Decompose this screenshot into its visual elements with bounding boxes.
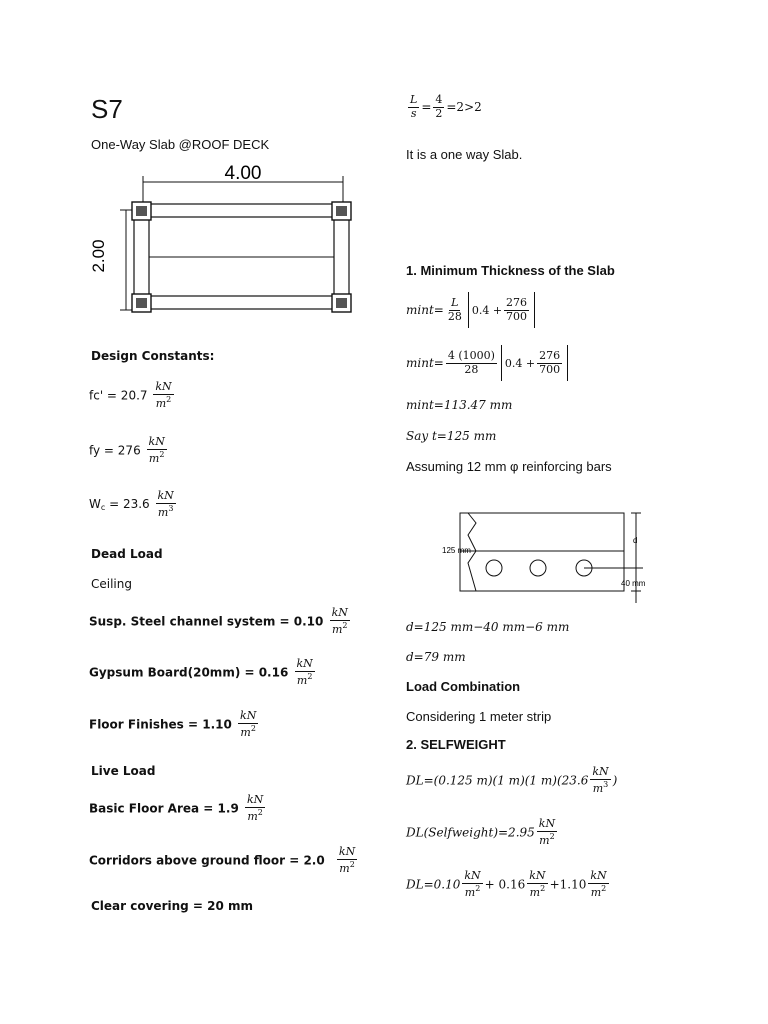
dl-equation-1: DL=(0.125 m)(1 m)(1 m)(23.6 $\frac{kN}{m^3}$ ) xyxy=(406,765,618,795)
susp-line: Susp. Steel channel system = 0.10 $\frac{kN}{m^2}$ xyxy=(89,606,348,636)
thickness-label: 125 mm xyxy=(442,546,471,555)
heading-min-thickness: 1. Minimum Thickness of the Slab xyxy=(406,263,615,278)
subtitle: One-Way Slab @ROOF DECK xyxy=(91,137,270,152)
design-constants-heading: Design Constants: xyxy=(91,349,215,363)
mint-result: mint=113.47 mm xyxy=(406,398,513,412)
heading-selfweight: 2. SELFWEIGHT xyxy=(406,737,506,752)
d-equation-2: d=79 mm xyxy=(406,650,466,664)
strip-statement: Considering 1 meter strip xyxy=(406,709,552,724)
ratio-equation: $\frac{L}{s}$ = $\frac{4}{2}$ =2>2 xyxy=(410,93,482,120)
dl-equation-3: DL=0.10 $\frac{kN}{m^2}$ + 0.16 $\frac{kN}{m^2}$ +1.10 $\frac{kN}{m^2}$ xyxy=(406,869,607,899)
basic-floor-line: Basic Floor Area = 1.9 $\frac{kN}{m^2}$ xyxy=(89,793,264,823)
live-load-heading: Live Load xyxy=(91,764,156,778)
one-way-statement: It is a one way Slab. xyxy=(406,147,523,162)
column-bl-core xyxy=(136,298,147,308)
clear-cover-line: Clear covering = 20 mm xyxy=(91,899,254,913)
wc-line: Wc = 23.6 $\frac{kN}{m^3}$ xyxy=(89,489,174,519)
column-br-core xyxy=(336,298,347,308)
page-title: S7 xyxy=(91,94,123,124)
dead-load-heading: Dead Load xyxy=(91,547,163,561)
bottom-beam xyxy=(142,296,342,309)
fc-line: fc' = 20.7 $\frac{kN}{m^2}$ xyxy=(89,380,172,410)
d-equation-1: d=125 mm−40 mm−6 mm xyxy=(406,620,570,634)
ceiling-label: Ceiling xyxy=(91,577,132,591)
width-label: 2.00 xyxy=(89,239,108,273)
say-thickness: Say t=125 mm xyxy=(406,429,497,443)
slab-plan-diagram xyxy=(84,160,374,330)
mint-equation-1: mint= $\frac{L}{28}$ 0.4 + $\frac{276}{700}$ xyxy=(406,292,537,328)
gypsum-line: Gypsum Board(20mm) = 0.16 $\frac{kN}{m^2}$ xyxy=(89,657,313,687)
load-combination-heading: Load Combination xyxy=(406,679,521,694)
slab-section-diagram xyxy=(438,505,658,607)
length-label: 4.00 xyxy=(224,163,262,184)
cover-label: 40 mm xyxy=(621,579,646,588)
mint-equation-2: mint= $\frac{4 (1000)}{28}$ 0.4 + $\frac{276}{700}$ xyxy=(406,345,570,381)
column-tr-core xyxy=(336,206,347,216)
fy-line: fy = 276 $\frac{kN}{m^2}$ xyxy=(89,435,165,465)
assumption-bars: Assuming 12 mm φ reinforcing bars xyxy=(406,459,612,474)
top-beam xyxy=(142,204,342,217)
corridors-line: Corridors above ground floor = 2.0 $\frac{kN}{m^2}$ xyxy=(89,845,356,875)
dl-equation-2: DL(Selfweight)=2.95 $\frac{kN}{m^2}$ xyxy=(406,817,556,847)
column-tl-core xyxy=(136,206,147,216)
floor-finishes-line: Floor Finishes = 1.10 $\frac{kN}{m^2}$ xyxy=(89,709,257,739)
d-label: d xyxy=(633,536,638,545)
